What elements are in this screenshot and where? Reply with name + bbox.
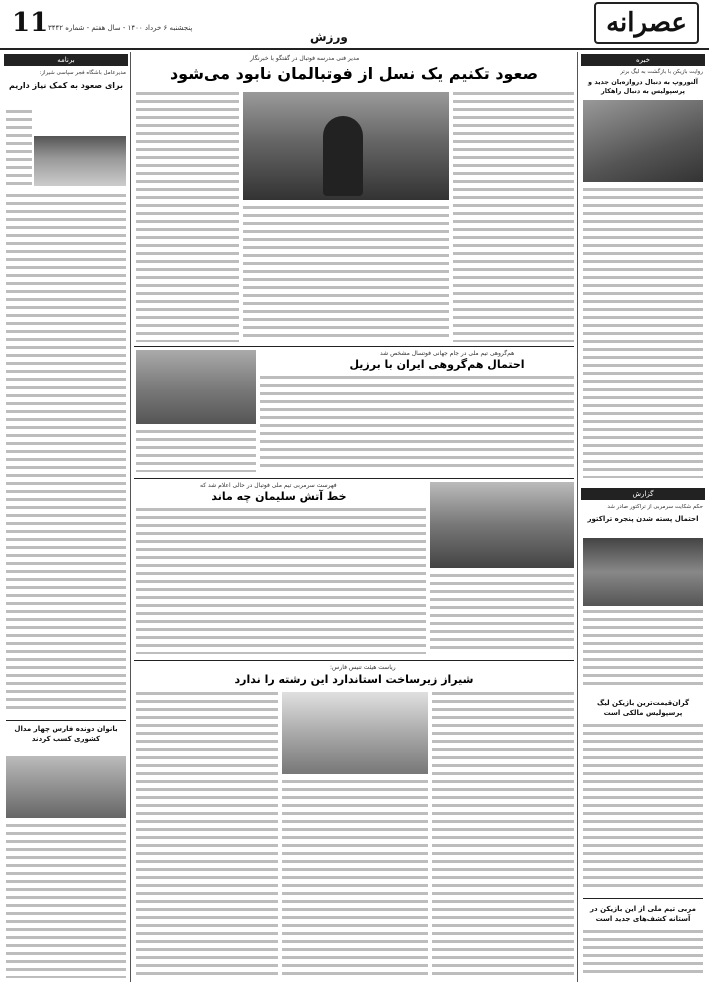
story-body (6, 110, 32, 186)
tennis-kicker: ریاست هیئت تنیس فارس: (330, 664, 396, 671)
story-body (583, 188, 703, 478)
story-body (583, 930, 703, 978)
divider (134, 478, 574, 479)
story-body (583, 724, 703, 892)
section-title: ورزش (310, 30, 348, 44)
dateline: پنجشنبه ۶ خرداد ۱۴۰۰ - سال هفتم - شماره ۳۴۴۲ (48, 24, 193, 32)
story-photo-coach (583, 538, 703, 606)
tennis-body (432, 692, 574, 980)
story-headline: مربی تیم ملی از این بازیکن در آستانه کشف‌های جدید است (590, 905, 696, 923)
story-headline: برای صعود به کمک نیاز داریم (8, 81, 124, 90)
soleimani-body (136, 508, 426, 654)
player-figure (323, 116, 363, 196)
story-body (583, 610, 703, 690)
story-kicker: حکم شکایت سرمربی از تراکتور صادر شد (607, 504, 703, 510)
story-photo-runners (6, 756, 126, 818)
story-headline: گران‌قیمت‌ترین بازیکن لیگ پرسپولیس مالکی است (596, 699, 690, 717)
story-headline: احتمال پسته شدن پنجره تراکتور (587, 515, 699, 523)
futsal-photo (136, 350, 256, 424)
soleimani-photo (430, 482, 574, 568)
divider (134, 660, 574, 661)
tennis-photo (282, 692, 428, 774)
divider (583, 898, 703, 899)
newspaper-logo: عصرانه (594, 2, 699, 44)
story-photo-goalkeeper (583, 100, 703, 182)
futsal-kicker: هم‌گروهی تیم ملی در جام جهانی فوتسال مشخص شد (380, 350, 515, 357)
page-number: 11 (12, 8, 49, 38)
masthead (0, 0, 709, 50)
divider (134, 346, 574, 347)
soleimani-body (430, 574, 574, 654)
right-column (581, 54, 705, 980)
box-label: گزارش (581, 488, 705, 500)
tennis-body (136, 692, 278, 980)
left-column (4, 54, 128, 980)
story-photo-manager (34, 136, 126, 186)
futsal-body (260, 376, 574, 472)
story-headline: بانوان دونده فارس چهار مدال کشوری کسب کردند (14, 725, 118, 743)
main-story-body (136, 92, 239, 342)
column-divider (130, 52, 131, 982)
column-divider (577, 52, 578, 982)
box-label: برنامه (4, 54, 128, 66)
story-headline: آلنوروپ به دنبال دروازه‌بان جدید و پرسپولیس به دنبال راهکار (588, 78, 698, 95)
tennis-body (282, 780, 428, 980)
soleimani-headline: خط آتش سلیمان چه ماند (211, 490, 347, 503)
futsal-headline: احتمال هم‌گروهی ایران با برزیل (349, 358, 525, 371)
main-story-kicker: مدیر فنی مدرسه فوتبال در گفتگو با خبرنگار (250, 55, 360, 62)
story-kicker: مدیرعامل باشگاه فجر سپاسی شیراز: (39, 70, 126, 76)
main-story-body (243, 206, 449, 342)
box-label: خبره (581, 54, 705, 66)
story-body (6, 194, 126, 714)
main-story-headline: صعود تکنیم یک نسل از فوتبالمان نابود می‌شود (169, 64, 539, 83)
main-story-body (453, 92, 574, 342)
tennis-headline: شیراز زیرساخت استاندارد این رشته را ندارد (234, 673, 474, 686)
futsal-body (136, 430, 256, 472)
story-kicker: روایت بازیکن با بازگشت به لیگ برتر (620, 69, 703, 75)
divider (6, 720, 126, 721)
story-body (6, 824, 126, 978)
soleimani-kicker: فهرست سرمربی تیم ملی فوتبال در حالی اعلام شد که (200, 482, 337, 489)
main-story-photo (243, 92, 449, 200)
